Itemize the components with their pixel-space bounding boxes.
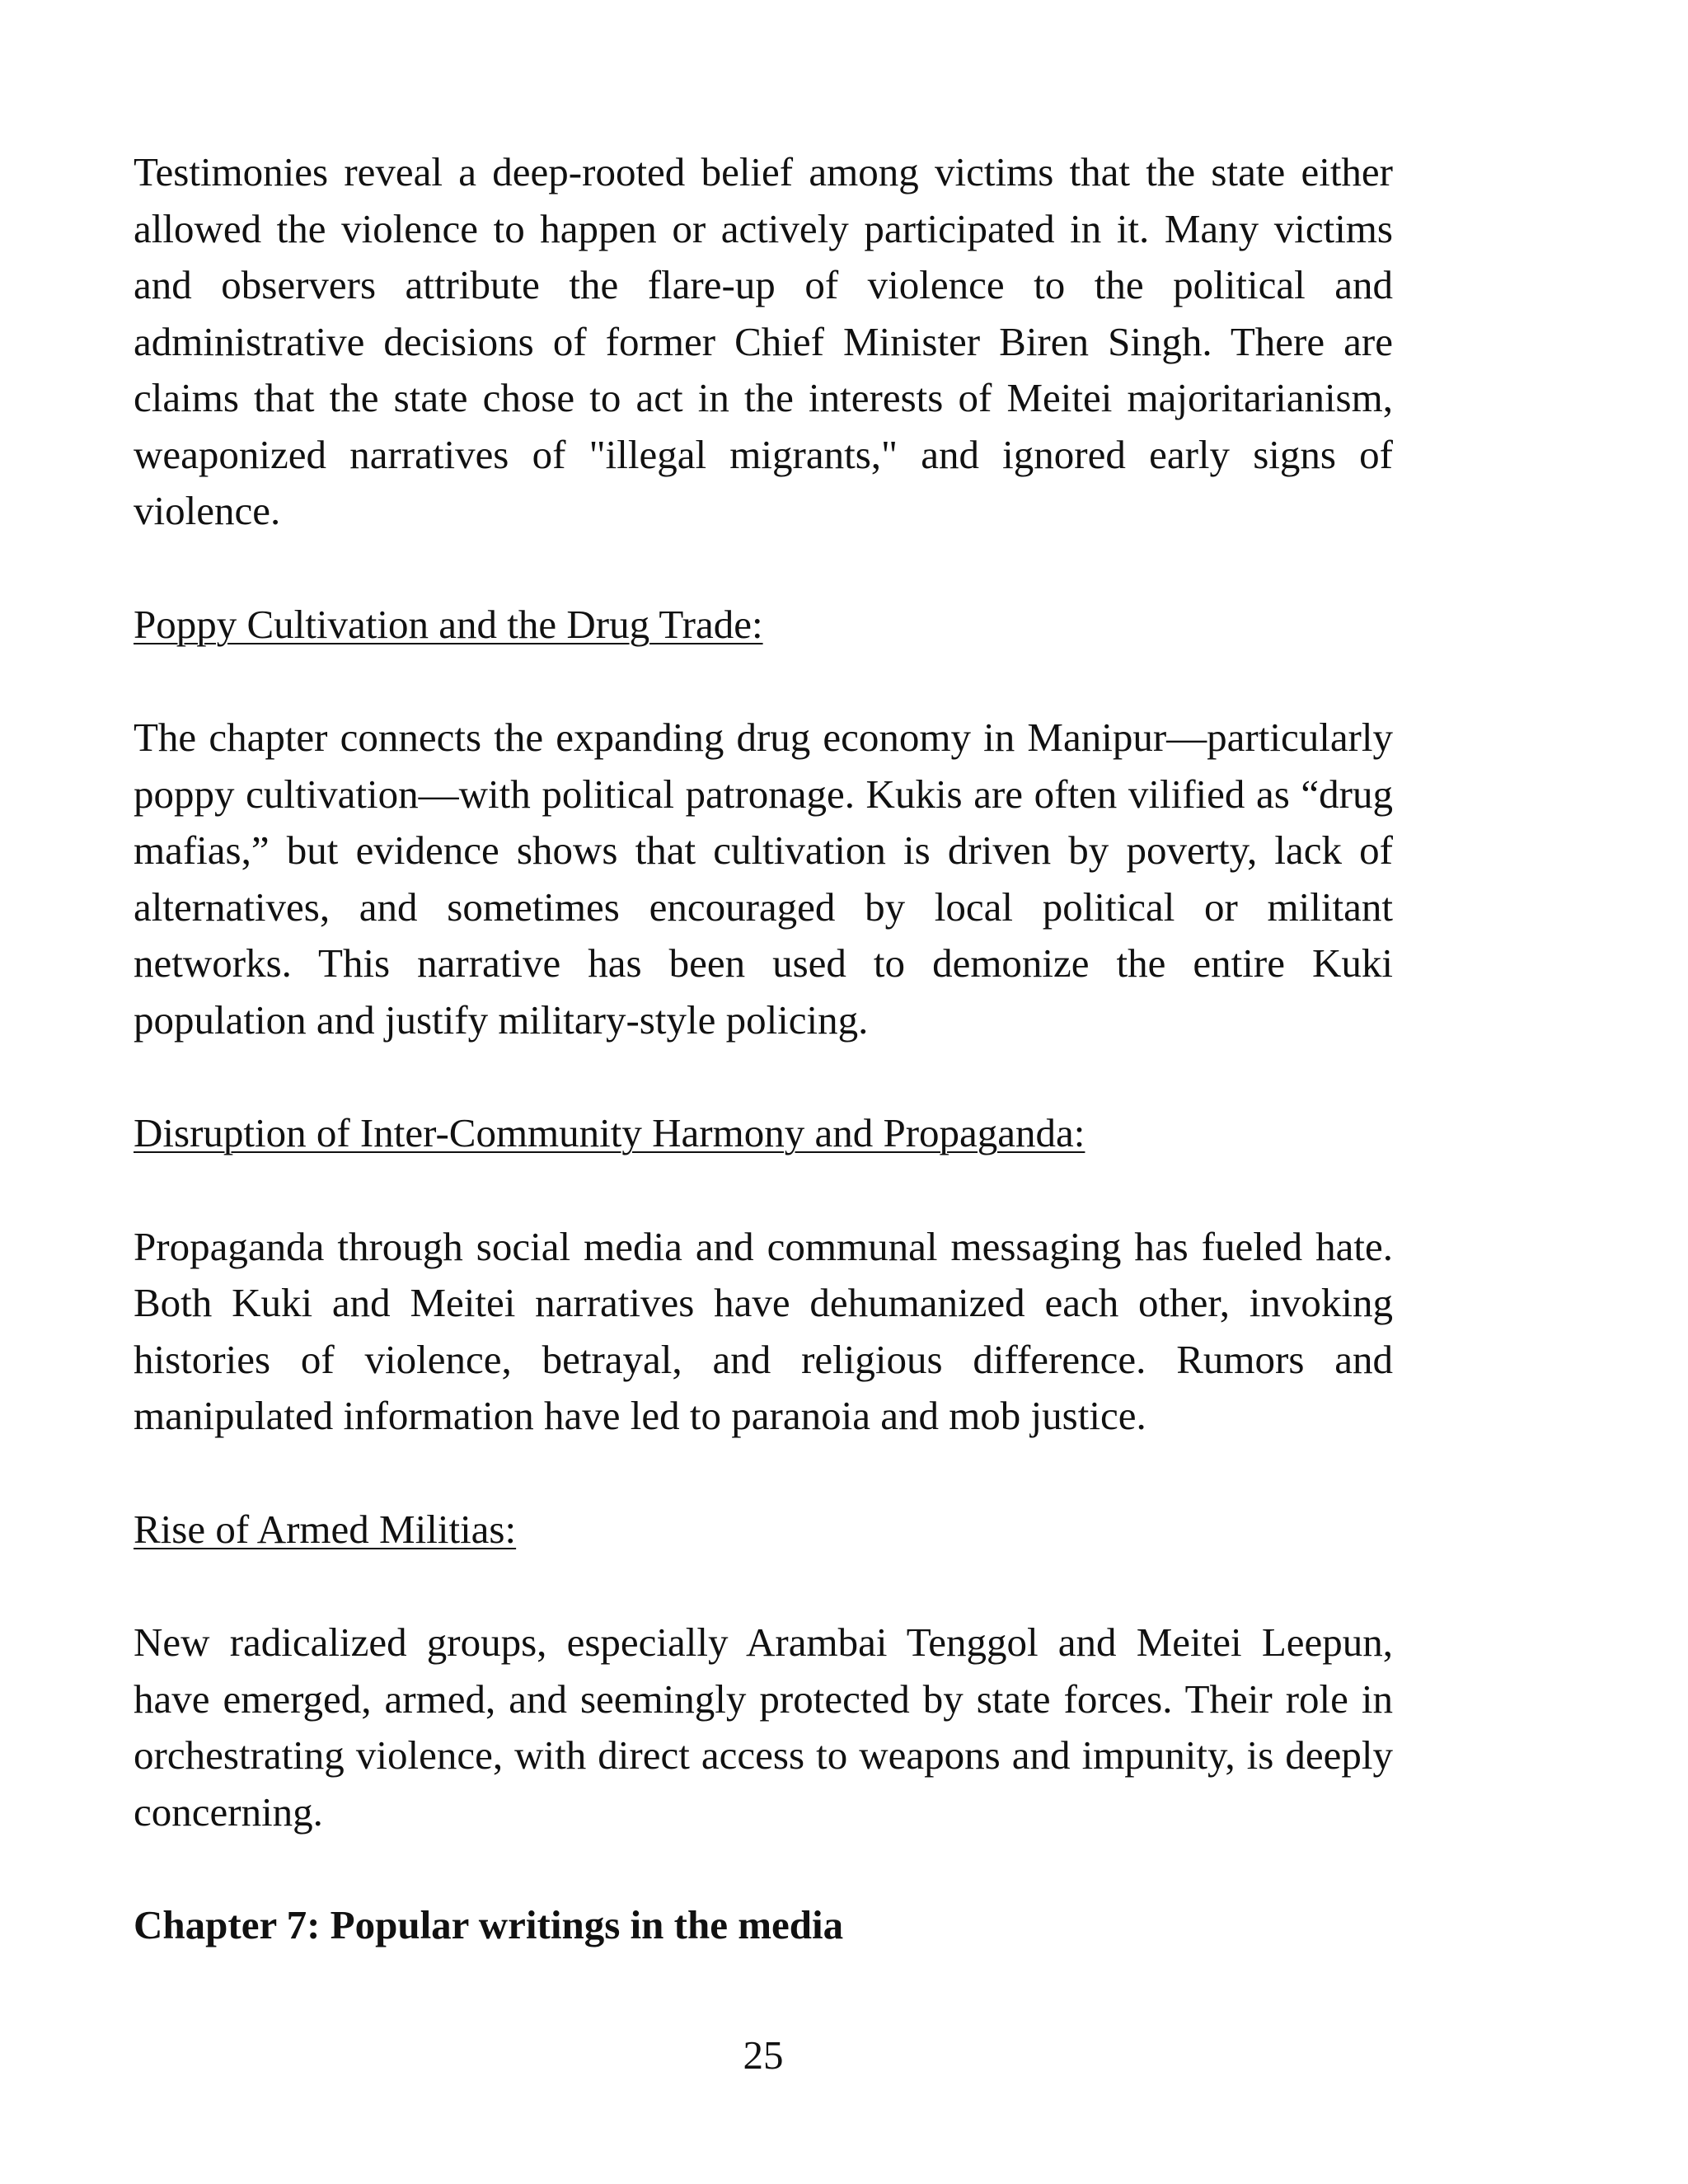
spacer bbox=[134, 540, 1393, 597]
spacer bbox=[134, 1048, 1393, 1105]
spacer bbox=[134, 653, 1393, 710]
page-number: 25 bbox=[743, 2032, 784, 2078]
spacer bbox=[134, 1840, 1393, 1897]
paragraph-propaganda: Propaganda through social media and communal messaging has fueled hate. Both Kuki and Meitei narratives have dehumanized each other, invoking histories of violence, betrayal, and religious difference. Rumors and manipulated information have led to paranoia and mob justice. bbox=[134, 1223, 1393, 1438]
spacer bbox=[134, 1558, 1393, 1615]
section-heading-poppy-cultivation: Poppy Cultivation and the Drug Trade: bbox=[134, 601, 763, 647]
spacer bbox=[134, 1445, 1393, 1502]
section-heading-propaganda: Disruption of Inter-Community Harmony and Propaganda: bbox=[134, 1110, 1085, 1155]
chapter-heading: Chapter 7: Popular writings in the media bbox=[134, 1902, 844, 1947]
page-body bbox=[134, 144, 1393, 1954]
spacer bbox=[134, 1162, 1393, 1219]
paragraph-state-complicity: Testimonies reveal a deep-rooted belief among victims that the state either allowed the violence to happen or actively participated in it. Many victims and observers attribute the flare-up of violence to the political and administrative decisions of former Chief Minister Biren Singh. There are claims that the state chose to act in the interests of Meitei majoritarianism, weaponized narratives of "illegal migrants," and ignored early signs of violence. bbox=[134, 149, 1393, 533]
paragraph-armed-militias: New radicalized groups, especially Arambai Tenggol and Meitei Leepun, have emerged, armed, and seemingly protected by state forces. Their role in orchestrating violence, with direct access to weapons and impunity, is deeply concerning. bbox=[134, 1619, 1393, 1835]
paragraph-drug-economy: The chapter connects the expanding drug economy in Manipur—particularly poppy cultivation—with political patronage. Kukis are often vilified as “drug mafias,” but evidence shows that cultivation is driven by poverty, lack of alternatives, and sometimes encouraged by local political or militant networks. This narrative has been used to demonize the entire Kuki population and justify military-style policing. bbox=[134, 715, 1393, 1043]
section-heading-armed-militias: Rise of Armed Militias: bbox=[134, 1506, 517, 1552]
